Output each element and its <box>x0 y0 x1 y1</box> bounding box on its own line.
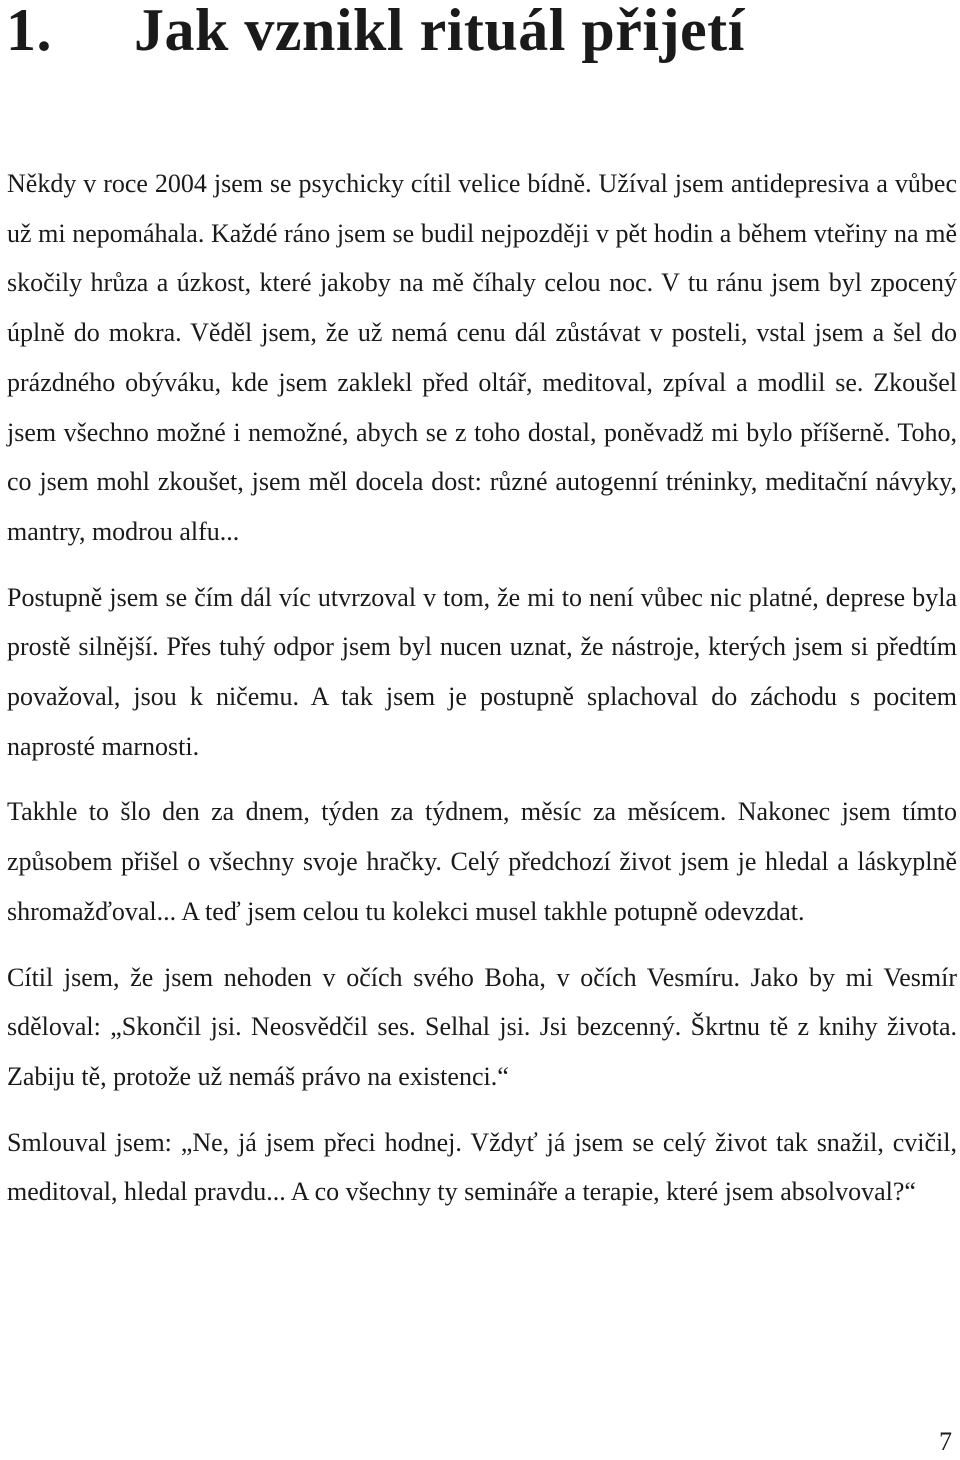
paragraph: Cítil jsem, že jsem nehoden v očích svého Boha, v očích Vesmíru. Jako by mi Vesmír sděloval: „Skončil jsi. Neosvědčil ses. Selhal jsi. Jsi bezcenný. Škrtnu tě z knihy života. Zabiju tě, protože už nemáš právo na existenci.“ <box>7 962 957 1091</box>
paragraph: Někdy v roce 2004 jsem se psychicky cítil velice bídně. Užíval jsem antidepresiva a vůbec už mi nepomáhala. Každé ráno jsem se budil nejpozději v pět hodin a během vteřiny na mě skočily hrůza a úzkost, které jakoby na mě číhaly celou noc. V tu ránu jsem byl zpocený úplně do mokra. Věděl jsem, že už nemá cenu dál zůstávat v posteli, vstal jsem a šel do prázdného obýváku, kde jsem zaklekl před oltář, meditoval, zpíval a modlil se. Zkoušel jsem všechno možné i nemožné, abych se z toho dostal, poněvadž mi bylo příšerně. Toho, co jsem mohl zkoušet, jsem měl docela dost: různé autogenní tréninky, meditační návyky, mantry, modrou alfu... <box>7 169 957 546</box>
page-number: 7 <box>939 1427 952 1456</box>
chapter-title <box>6 0 745 63</box>
chapter-title-text: Jak vznikl rituál přijetí <box>134 0 745 63</box>
paragraph: Smlouval jsem: „Ne, já jsem přeci hodnej. Vždyť já jsem se celý život tak snažil, cvičil, meditoval, hledal pravdu... A co všechny ty semináře a terapie, které jsem absolvoval?“ <box>7 1127 957 1207</box>
paragraph: Takhle to šlo den za dnem, týden za týdnem, měsíc za měsícem. Nakonec jsem tímto způsobem přišel o všechny svoje hračky. Celý předchozí život jsem je hledal a láskyplně shromažďoval... A teď jsem celou tu kolekci musel takhle potupně odevzdat. <box>7 797 957 926</box>
body-text <box>7 159 957 1233</box>
paragraph: Postupně jsem se čím dál víc utvrzoval v tom, že mi to není vůbec nic platné, deprese byla prostě silnější. Přes tuhý odpor jsem byl nucen uznat, že nástroje, kterých jsem si předtím považoval, jsou k ničemu. A tak jsem je postupně splachoval do záchodu s pocitem naprosté marnosti. <box>7 582 957 761</box>
chapter-number: 1. <box>6 0 52 63</box>
